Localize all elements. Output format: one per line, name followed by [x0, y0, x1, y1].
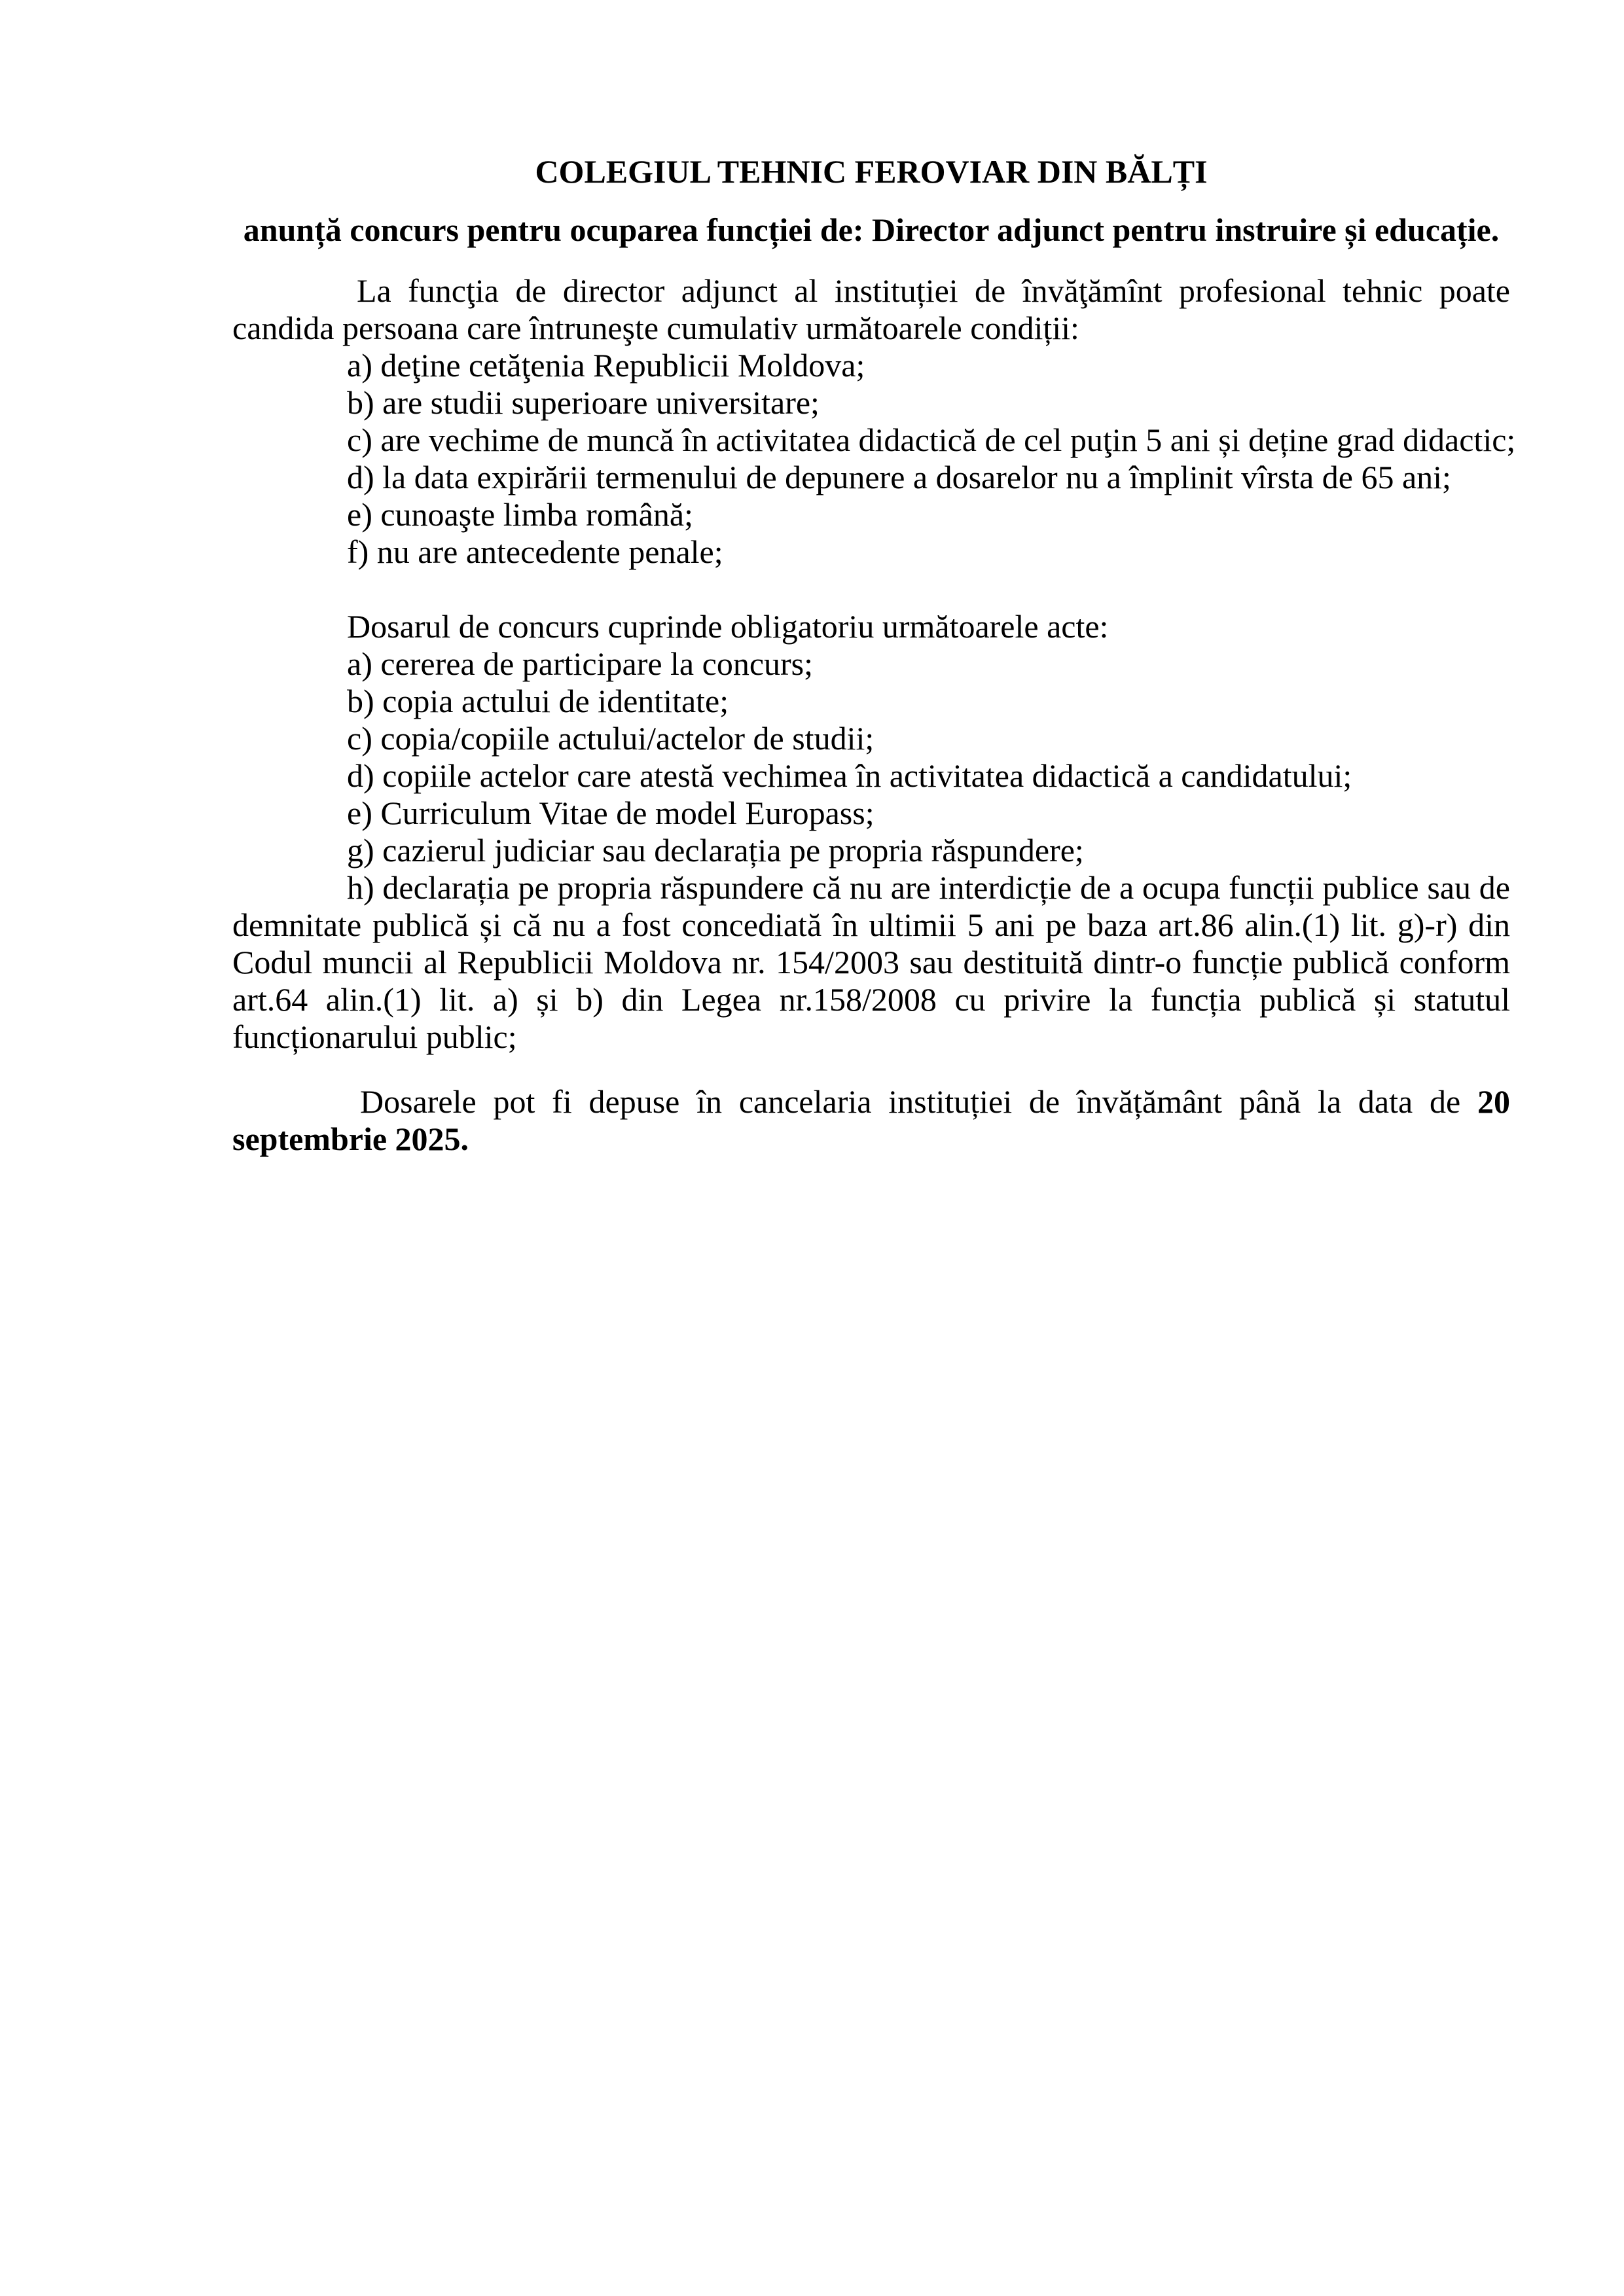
document-item: c) copia/copiile actului/actelor de studii;: [347, 720, 875, 757]
document-item: a) cererea de participare la concurs;: [347, 645, 814, 682]
document-item: e) Curriculum Vitae de model Europass;: [347, 795, 875, 831]
condition-item: a) deţine cetăţenia Republicii Moldova;: [347, 347, 865, 384]
institution-title: COLEGIUL TEHNIC FEROVIAR DIN BĂLȚI: [535, 153, 1208, 190]
condition-item: e) cunoaşte limba română;: [347, 496, 693, 533]
document-item: b) copia actului de identitate;: [347, 683, 729, 719]
eligibility-intro: La funcţia de director adjunct al instituției de învăţămînt profesional tehnic poate candida persoana care întruneşte cumulativ următoarele condiții:: [232, 272, 1510, 346]
document-item: g) cazierul judiciar sau declarația pe propria răspundere;: [347, 832, 1084, 869]
eligibility-conditions-list: [232, 347, 1516, 571]
deadline-text: Dosarele pot fi depuse în cancelaria instituției de învățământ până la data de: [360, 1083, 1461, 1120]
condition-item: b) are studii superioare universitare;: [347, 384, 820, 421]
deadline-date: 20 septembrie 2025.: [232, 1083, 1511, 1157]
documents-list: [232, 645, 1510, 869]
condition-item: d) la data expirării termenului de depunere a dosarelor nu a împlinit vîrsta de 65 ani;: [347, 459, 1451, 495]
document-item: d) copiile actelor care atestă vechimea în activitatea didactică a candidatului;: [347, 757, 1352, 794]
announcement-subtitle: anunță concurs pentru ocuparea funcției de: Director adjunct pentru instruire și educație.: [243, 211, 1500, 248]
document-item-declaration: h) declarația pe propria răspundere că nu are interdicție de a ocupa funcții publice sau de demnitate publică și că nu a fost concediată în ultimii 5 ani pe baza art.86 alin.(1) lit. g)-r) din Codul muncii al Republicii Moldova nr. 154/2003 sau destituită dintr-o funcție publică conform art.64 alin.(1) lit. a) și b) din Legea nr.158/2008 cu privire la funcția publică și statutul funcționarului public;: [232, 869, 1510, 1055]
condition-item: f) nu are antecedente penale;: [347, 533, 723, 570]
documents-heading: Dosarul de concurs cuprinde obligatoriu următoarele acte:: [347, 608, 1109, 645]
document-page: [232, 152, 1516, 1158]
condition-item: c) are vechime de muncă în activitatea didactică de cel puţin 5 ani și deține grad didactic;: [347, 422, 1516, 458]
section-spacer: [232, 571, 1510, 608]
submission-deadline: [232, 1083, 1510, 1158]
